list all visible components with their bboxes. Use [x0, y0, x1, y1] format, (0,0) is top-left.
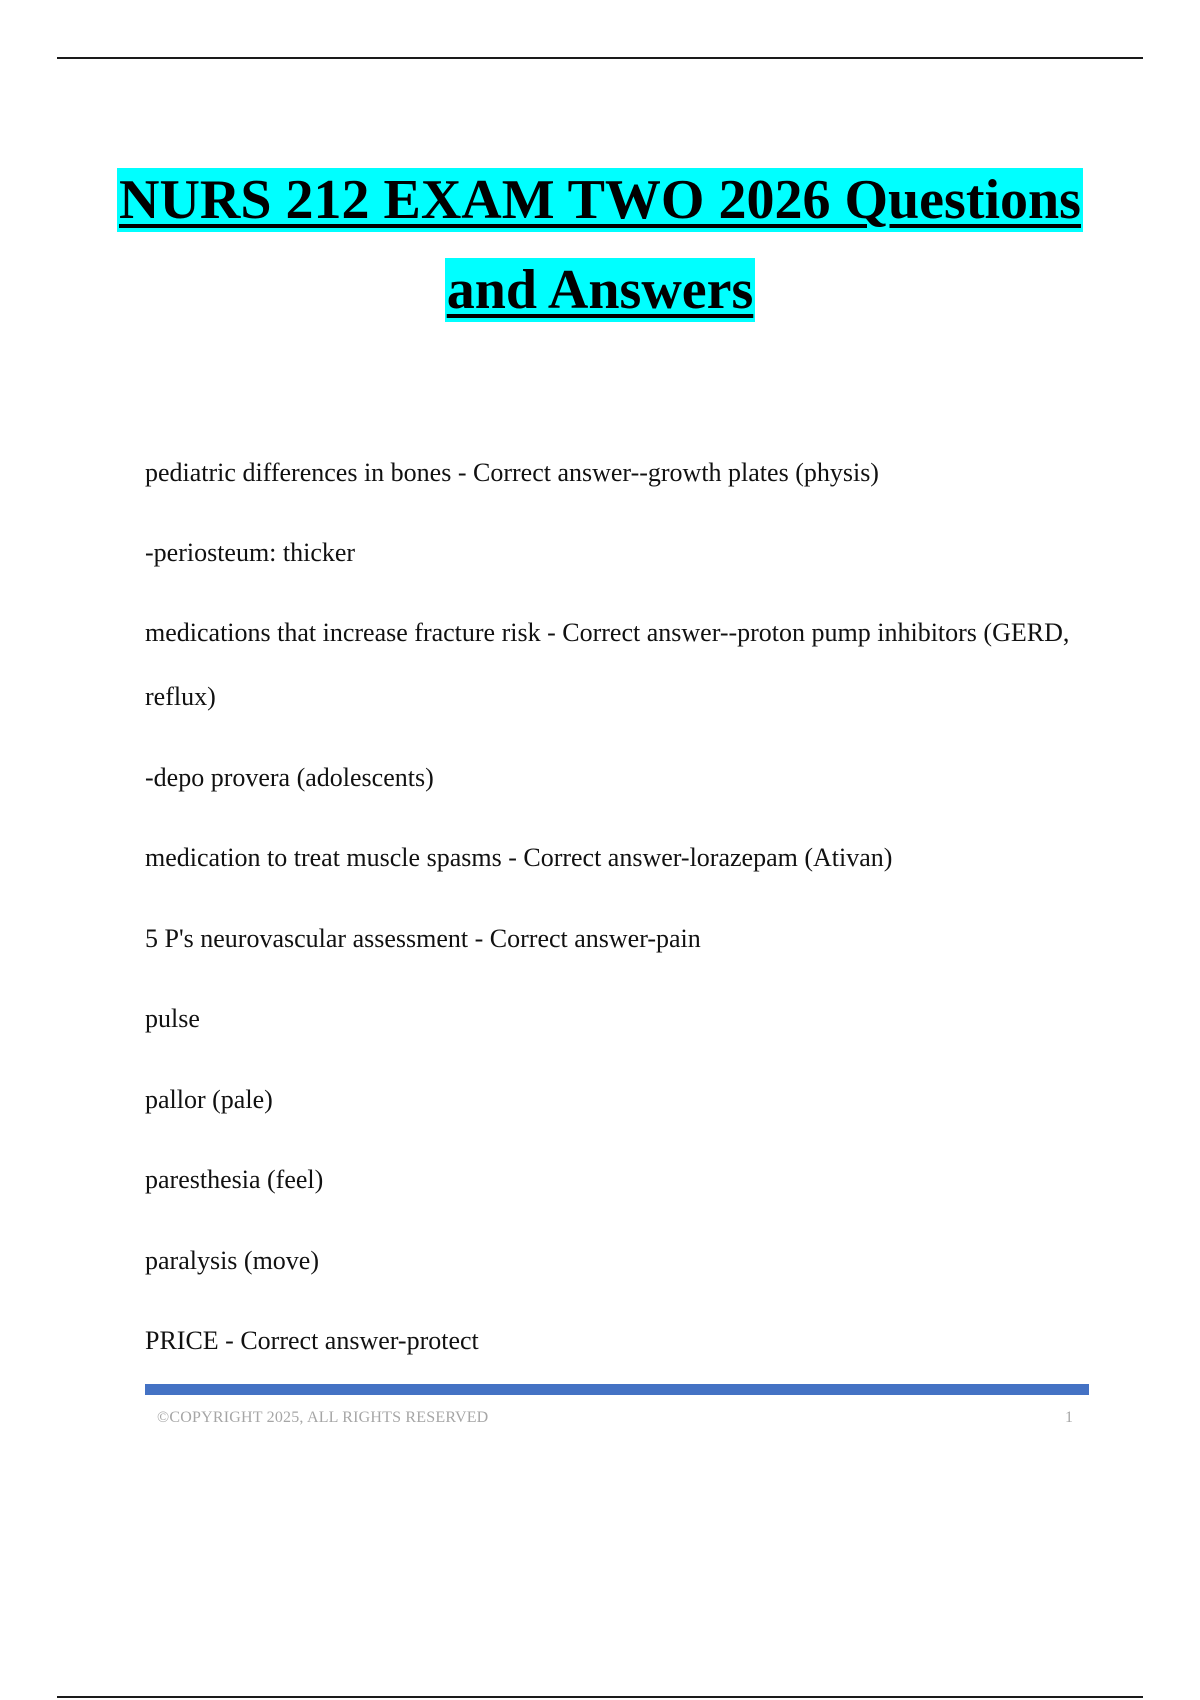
paragraph: pulse — [145, 1004, 200, 1033]
page-number: 1 — [1065, 1409, 1073, 1426]
paragraph: medication to treat muscle spasms - Correct answer-lorazepam (Ativan) — [145, 843, 893, 872]
paragraph: pallor (pale) — [145, 1085, 273, 1114]
paragraph: pediatric differences in bones - Correct answer--growth plates (physis) — [145, 458, 879, 487]
paragraph: 5 P's neurovascular assessment - Correct answer-pain — [145, 924, 701, 953]
paragraph: medications that increase fracture risk - Correct answer--proton pump inhibitors (GERD, reflux) — [145, 618, 1070, 711]
footer-bar — [145, 1384, 1089, 1395]
paragraph: paresthesia (feel) — [145, 1165, 324, 1194]
footer-copyright: ©COPYRIGHT 2025, ALL RIGHTS RESERVED — [157, 1409, 489, 1426]
title-line-2: and Answers — [446, 259, 754, 321]
bottom-rule — [57, 1696, 1143, 1698]
paragraph: paralysis (move) — [145, 1246, 320, 1275]
paragraph: PRICE - Correct answer-protect — [145, 1326, 479, 1355]
document-title — [0, 168, 1200, 322]
paragraph: -periosteum: thicker — [145, 538, 356, 567]
title-line-1: NURS 212 EXAM TWO 2026 Questions — [119, 169, 1081, 231]
top-rule — [57, 57, 1143, 59]
paragraph: -depo provera (adolescents) — [145, 763, 434, 792]
